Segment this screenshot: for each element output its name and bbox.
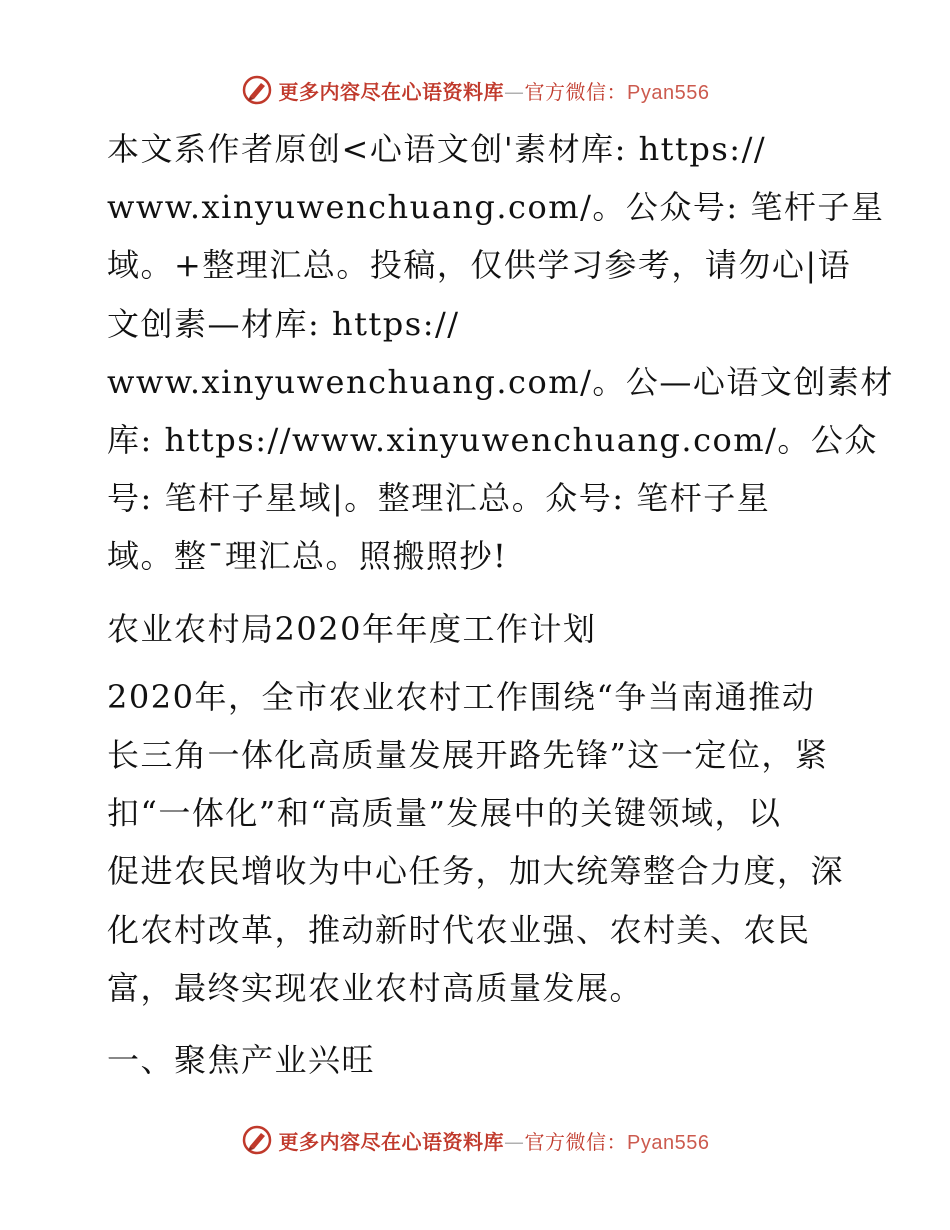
document-title: 农业农村局2020年年度工作计划 bbox=[107, 609, 597, 648]
document-body bbox=[97, 120, 894, 1089]
pen-logo-icon bbox=[241, 74, 273, 106]
body-line: 扣“一体化”和“高质量”发展中的关键领域，以 bbox=[107, 794, 782, 833]
section-heading: 一、聚焦产业兴旺 bbox=[107, 1041, 376, 1080]
intro-line: 库: https://www.xinyuwenchuang.com/。公众 bbox=[107, 421, 878, 460]
watermark-separator: — bbox=[504, 79, 525, 104]
header-watermark-banner bbox=[0, 72, 950, 108]
intro-paragraph bbox=[97, 120, 894, 586]
pen-logo-icon bbox=[241, 1124, 273, 1156]
body-line: 促进农民增收为中心任务，加大统筹整合力度，深 bbox=[107, 852, 845, 891]
body-line: 化农村改革，推动新时代农业强、农村美、农民 bbox=[107, 910, 811, 949]
body-paragraph bbox=[97, 668, 867, 1017]
body-line: 2020年，全市农业农村工作围绕“争当南通推动 bbox=[107, 677, 816, 716]
intro-line: 本文系作者原创<心语文创'素材库: https:// bbox=[107, 130, 767, 168]
intro-line: 域。+整理汇总。投稿，仅供学习参考，请勿心|语 bbox=[107, 246, 852, 285]
footer-watermark-banner bbox=[0, 1122, 950, 1158]
body-line: 长三角一体化高质量发展开路先锋”这一定位，紧 bbox=[107, 736, 829, 775]
intro-line: www.xinyuwenchuang.com/。公众号: 笔杆子星 bbox=[107, 188, 885, 227]
intro-line: 域。整¯理汇总。照搬照抄! bbox=[107, 537, 508, 576]
watermark-site-text: 更多内容尽在心语资料库 bbox=[278, 1129, 505, 1154]
watermark-wechat-id: Pyan556 bbox=[627, 1131, 710, 1154]
watermark-text bbox=[279, 1126, 710, 1155]
watermark-wechat-id: Pyan556 bbox=[627, 81, 710, 104]
body-line: 富，最终实现农业农村高质量发展。 bbox=[107, 968, 644, 1007]
watermark-wechat-label: 官方微信： bbox=[524, 79, 628, 104]
watermark-separator: — bbox=[504, 1129, 525, 1154]
watermark-wechat-label: 官方微信： bbox=[524, 1129, 628, 1154]
intro-line: www.xinyuwenchuang.com/。公—心语文创素材 bbox=[107, 362, 894, 401]
intro-line: 文创素—材库: https:// bbox=[107, 304, 460, 343]
watermark-text bbox=[279, 76, 710, 105]
intro-line: 号: 笔杆子星域|。整理汇总。众号: 笔杆子星 bbox=[107, 479, 771, 518]
watermark-site-text: 更多内容尽在心语资料库 bbox=[278, 79, 505, 104]
